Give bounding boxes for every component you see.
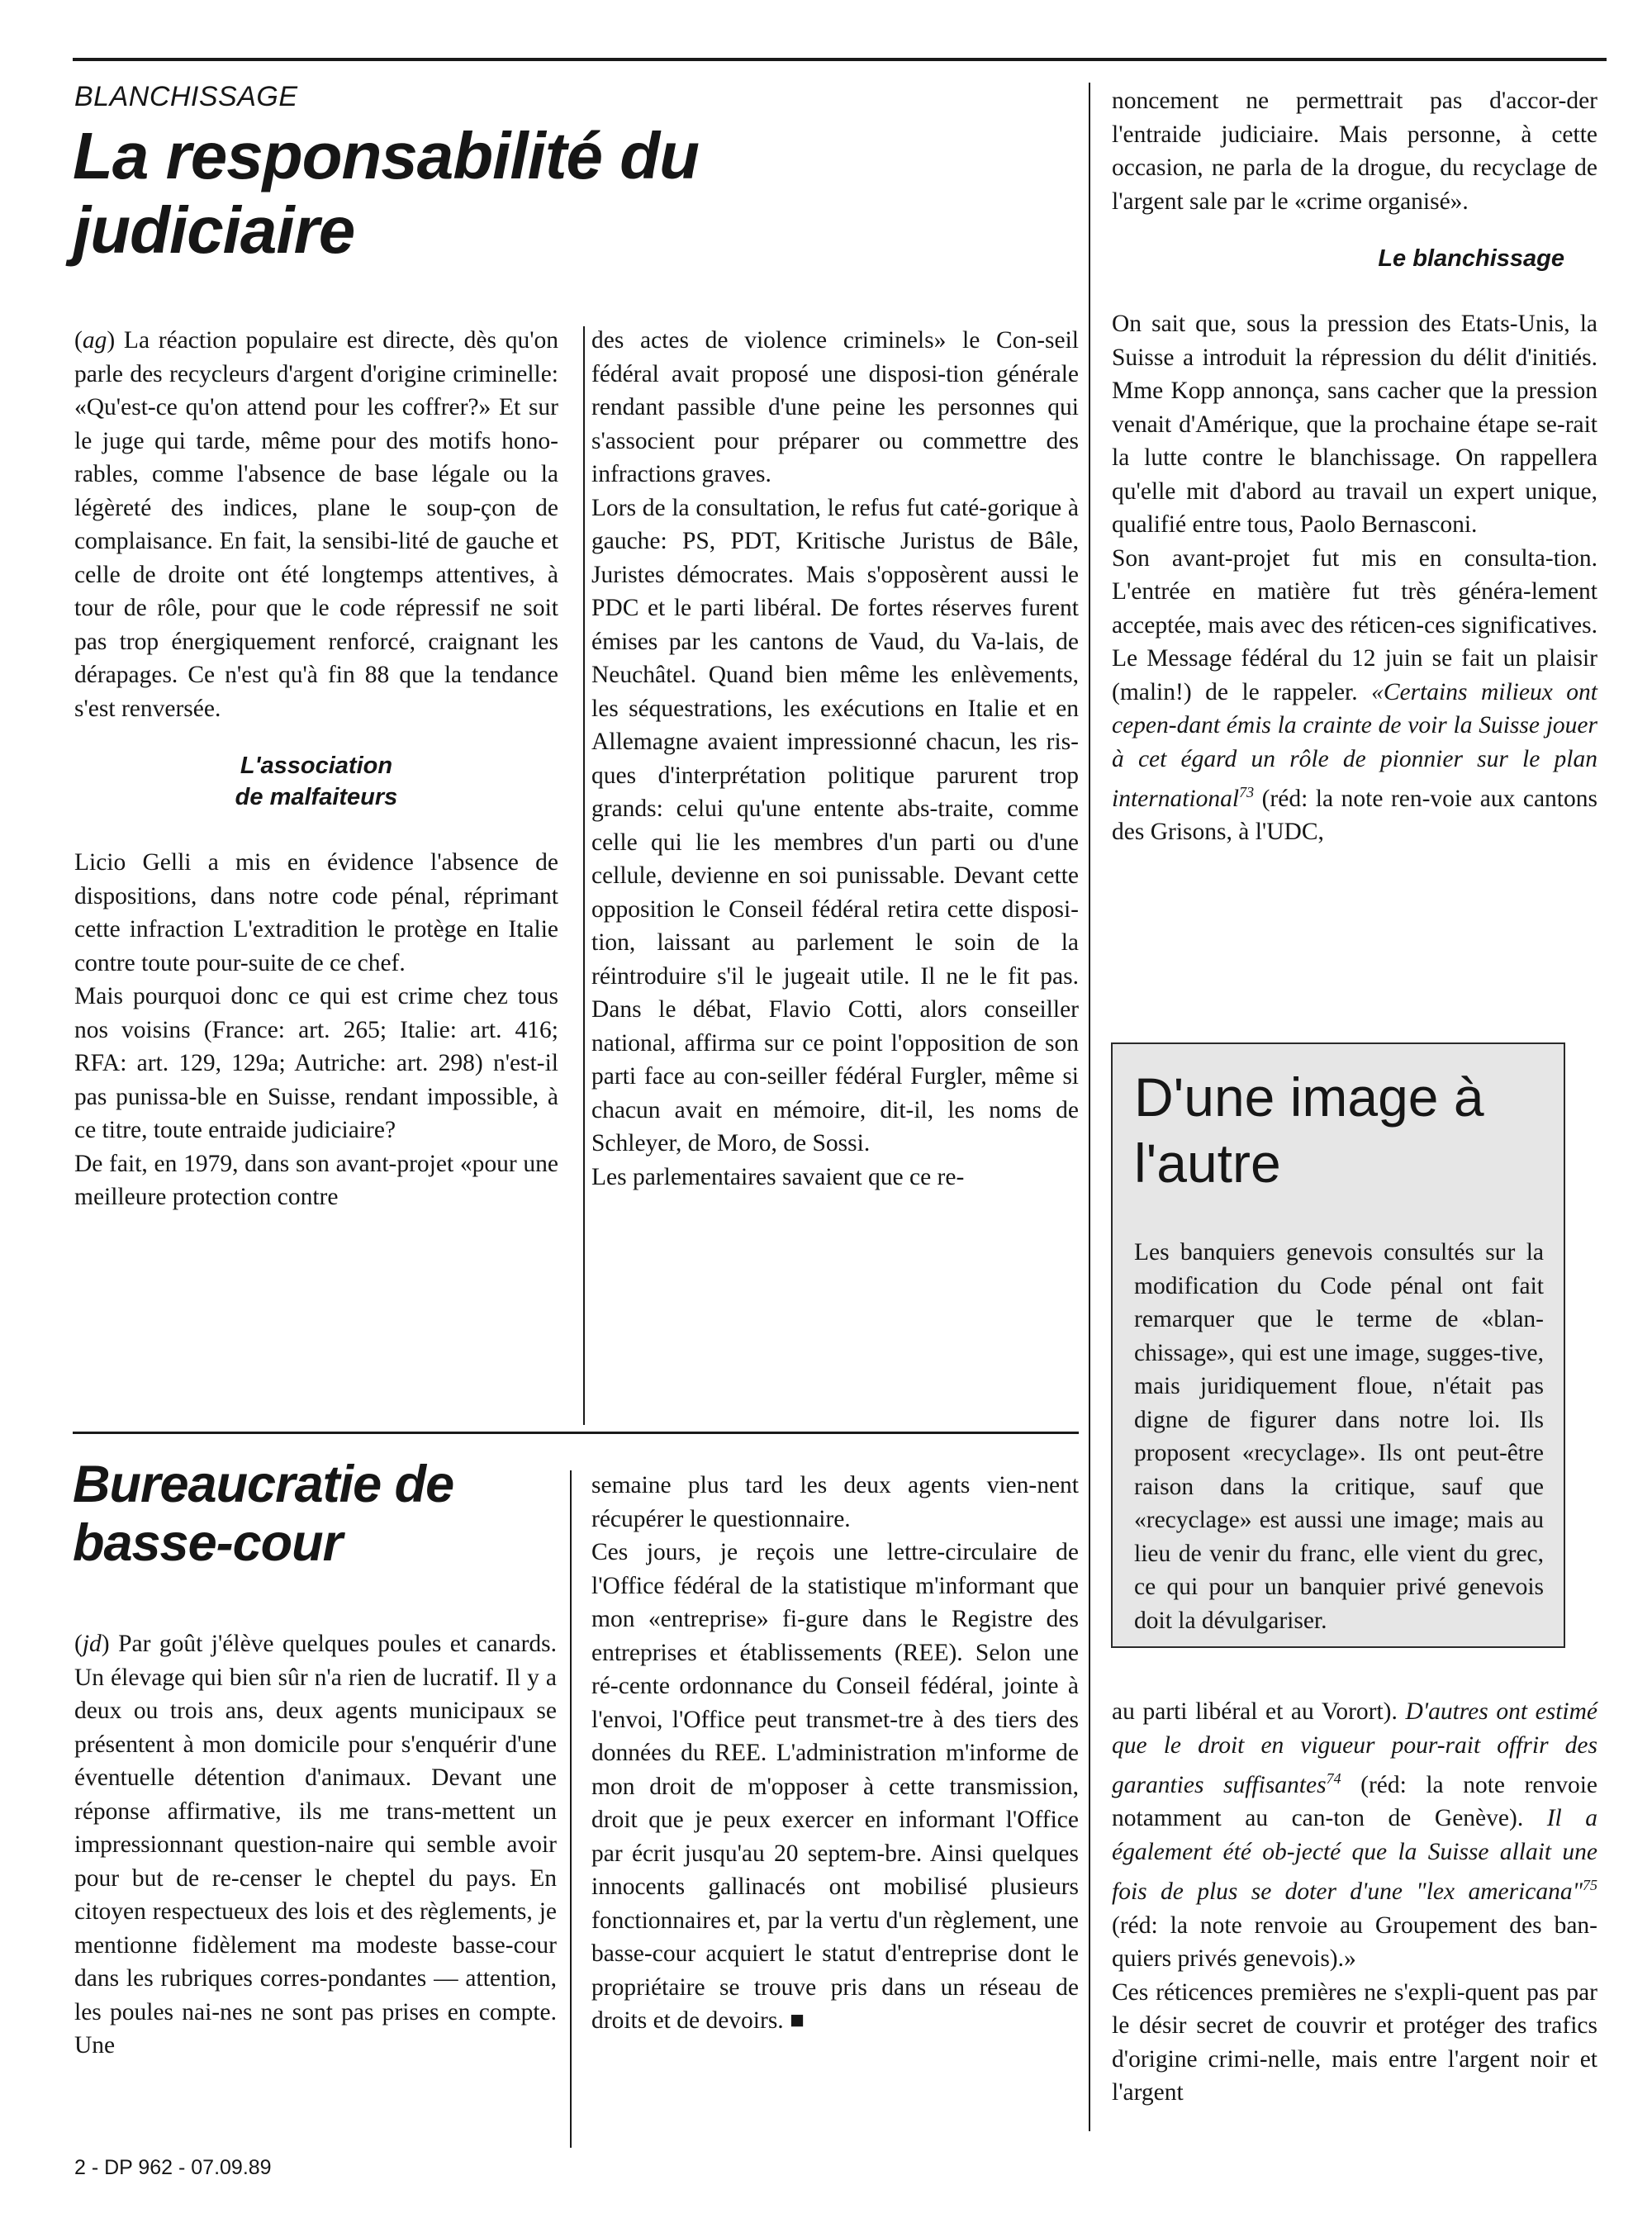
paragraph-text: Son avant-projet fut mis en consulta-tion. L'entrée en matière fut très généra-lement acceptée, mais avec des réticen-ces significatives. Le Message fédéral du 12 juin se fait un plaisir (malin!) de le rappeler. xyxy=(1112,544,1597,705)
page-footer: 2 - DP 962 - 07.09.89 xyxy=(74,2156,272,2179)
top-rule xyxy=(73,58,1607,61)
paragraph-text: Ces jours, je reçois une lettre-circulaire de l'Office fédéral de la statistique m'informant que mon «entreprise» fi-gure dans le Registre des entreprises et établissements (REE). Selon une ré-cente ordonnance du Conseil fédéral, jointe à l'envoi, l'Office peut transmet-tre à des tiers des données du REE. L'administration m'informe de mon droit de m'opposer à cette transmission, droit que je peux exercer en informant l'Office par écrit jusqu'au 20 septem-bre. Ainsi quelques innocents gallinacés ont mobilisé plusieurs fonctionnaires et, par la vertu d'un règlement, une basse-cour acquiert le statut d'entreprise dont le propriétaire se trouve pris dans un réseau de droits et de devoirs. xyxy=(591,1539,1079,2034)
paragraph: Lors de la consultation, le refus fut caté-gorique à gauche: PS, PDT, Kritische Juristus de Bâle, Juristes démocrates. Mais s'opposèrent aussi le PDC et le parti libéral. De fortes réserves furent émises par les cantons de Vaud, du Va-lais, de Neuchâtel. Quand bien même les enlèvements, les séquestrations, les exécutions en Italie et en Allemagne avaient impressionné chacun, les ris-ques d'interprétation politique parurent trop grands: celui qu'une entente abs-traite, comme celle qui lie les membres d'un parti ou d'une cellule, devienne en soi punissable. Devant cette opposition le Conseil fédéral retira cette disposi-tion, laissant au parlement le soin de la réintroduire s'il le jugeait utile. Il ne le fit pas. Dans le débat, Flavio Cotti, alors conseiller national, affirma sur ce point l'opposition de son parti face au con-seiller fédéral Furgler, même si chacun avait en mémoire, dit-il, les noms de Schleyer, de Moro, de Sossi. xyxy=(591,494,1079,1156)
article1-column2 xyxy=(591,324,1079,1194)
paragraph: Licio Gelli a mis en évidence l'absence de dispositions, dans notre code pénal, réprimant cette infraction L'extradition le protège en Italie contre toute pour-suite de ce chef. xyxy=(74,849,558,976)
sidebar-title-line2: l'autre xyxy=(1134,1133,1281,1194)
paragraph-text: (réd: la note renvoie au Groupement des ban-quiers privés genevois).» xyxy=(1112,1911,1597,1973)
end-mark: ■ xyxy=(790,2007,805,2034)
quote: «Certains milieux ont cepen-dant émis la crainte de voir la Suisse jouer à cet égard un rôle de pionnier sur le plan international xyxy=(1112,678,1597,812)
paragraph: noncement ne permettrait pas d'accor-der l'entraide judiciaire. Mais personne, à cette occasion, ne parla de la drogue, du recyclage de l'argent sale par le «crime organisé». xyxy=(1112,88,1597,215)
article1-column3-top xyxy=(1112,84,1597,849)
paragraph xyxy=(591,1536,1079,2038)
paragraph: On sait que, sous la pression des Etats-Unis, la Suisse a introduit la répression du délit d'initiés. Mme Kopp annonça, sans cacher que la pression venait d'Amérique, que la prochaine étape se-rait la lutte contre le blanchissage. On rappellera qu'elle mit d'abord au travail un expert unique, qualifié entre tous, Paolo Bernasconi. xyxy=(1112,311,1597,538)
article-title xyxy=(73,119,699,268)
section-kicker: BLANCHISSAGE xyxy=(74,81,298,112)
footnote-ref: 73 xyxy=(1239,784,1255,800)
column-rule-2 xyxy=(1089,83,1090,2131)
paragraph: des actes de violence criminels» le Con-seil fédéral avait proposé une disposi-tion générale rendant passible d'une peine les personnes qui s'associent pour préparer ou commettre des infractions graves. xyxy=(591,327,1079,487)
paragraph xyxy=(1112,542,1597,849)
paragraph: (ag) La réaction populaire est directe, dès qu'on parle des recycleurs d'argent d'origine criminelle: «Qu'est-ce qu'on attend pour les coffrer?» Et sur le juge qui tarde, même pour des motifs hono-rables, comme l'absence de base légale ou la légèreté des indices, plane le soup-çon de complaisance. En fait, la sensibi-lité de gauche et celle de droite ont été longtemps attentives, à tour de rôle, pour que le code répressif ne soit pas trop énergiquement renforcé, craignant les dérapages. Ce n'est qu'à fin 88 que la tendance s'est renversée. xyxy=(74,327,559,722)
sidebar-box xyxy=(1111,1042,1565,1648)
article2-column2 xyxy=(591,1469,1079,2038)
footnote-ref: 74 xyxy=(1326,1770,1341,1787)
paragraph-text: Par goût j'élève quelques poules et canards. Un élevage qui bien sûr n'a rien de lucratif. Il y a deux ou trois ans, deux agents municipaux se présentent à mon domicile pour s'enquérir d'une éventuelle détention d'animaux. Devant une réponse affirmative, ils me trans-mettent un impressionnant question-naire qui semble avoir pour but de re-censer le cheptel du pays. En citoyen respectueux des lois et des règlements, je mentionne fidèlement ma modeste basse-cour dans les rubriques corres-pondantes — attention, les poules nai-nes ne sont pas prises en compte. Une xyxy=(74,1631,558,2059)
sidebar-text: Les banquiers genevois consultés sur la modification du Code pénal ont fait remarquer que le terme de «blan-chissage», qui est une image, sugges-tive, mais juridiquement floue, n'était pas digne de figurer dans notre loi. Ils proposent «recyclage». Ils ont peut-être raison dans la critique, sauf que «recyclage» est aussi une image; mais au lieu de venir du franc, elle vient du grec, ce qui pour un banquier privé genevois doit la dévulgariser. xyxy=(1134,1239,1544,1634)
paragraph-text: au parti libéral et au Vorort). xyxy=(1112,1698,1406,1725)
article2-title-line2: basse-cour xyxy=(73,1514,343,1573)
author-initials: jd xyxy=(82,1631,102,1657)
paragraph: semaine plus tard les deux agents vien-nent récupérer le questionnaire. xyxy=(591,1472,1079,1532)
paragraph xyxy=(1112,1695,1597,1976)
column-rule-3 xyxy=(570,1470,572,2148)
paragraph: Les parlementaires savaient que ce re- xyxy=(591,1163,965,1190)
subheading-line1: L'association xyxy=(240,753,393,779)
subheading-blanchissage: Le blanchissage xyxy=(1378,245,1564,272)
article1-column3-bottom xyxy=(1112,1695,1597,2110)
subheading-association xyxy=(74,750,558,813)
paragraph: Mais pourquoi donc ce qui est crime chez tous nos voisins (France: art. 265; Italie: art. 416; RFA: art. 129, 129a; Autriche: art. 298) n'est-il pas punissa-ble en Suisse, rendant impossible, à ce titre, toute entraide judiciaire? xyxy=(74,983,558,1143)
article1-column1 xyxy=(74,324,558,1214)
column-rule-1 xyxy=(583,326,585,1425)
paragraph: De fait, en 1979, dans son avant-projet «pour une meilleure protection contre xyxy=(74,1150,558,1210)
subheading-line2: de malfaiteurs xyxy=(235,784,398,810)
article2-title-line1: Bureaucratie de xyxy=(73,1456,454,1513)
paragraph-text: (réd: la note renvoie notamment au can-ton de Genève). xyxy=(1112,1771,1598,1832)
sidebar-title-line1: D'une image à xyxy=(1134,1066,1484,1128)
article-title-line2: judiciaire xyxy=(73,193,355,268)
paragraph: Ces réticences premières ne s'expli-quent pas par le désir secret de couvrir et protéger des trafics d'origine crimi-nelle, mais entre l'argent noir et l'argent xyxy=(1112,1978,1597,2106)
sidebar-title xyxy=(1134,1064,1484,1196)
paragraph-text: La réaction populaire est directe, dès qu'on parle des recycleurs d'argent d'origine criminelle: «Qu'est-ce qu'on attend pour les coffrer?» Et sur le juge qui tarde, même pour des motifs hono-rables, comme l'absence de base légale ou la légèreté des indices, plane le soup-çon de complaisance. En fait, la sensibi-lité de gauche et celle de droite ont été longtemps attentives, à tour de rôle, pour que le code répressif ne soit pas trop énergiquement renforcé, craignant les dérapages. Ce n'est qu'à fin 88 que la tendance s'est renversée. xyxy=(74,327,559,722)
article2-column1 xyxy=(74,1627,557,2063)
footnote-ref: 75 xyxy=(1583,1877,1597,1894)
article-title-line1: La responsabilité du xyxy=(73,119,699,192)
paragraph: (jd) Par goût j'élève quelques poules et canards. Un élevage qui bien sûr n'a rien de lucratif. Il y a deux ou trois ans, deux agents municipaux se présentent à mon domicile pour s'enquérir d'une éventuelle détention d'animaux. Devant une réponse affirmative, ils me trans-mettent un impressionnant question-naire qui semble avoir pour but de re-censer le cheptel du pays. En citoyen respectueux des lois et des règlements, je mentionne fidèlement ma modeste basse-cour dans les rubriques corres-pondantes — attention, les poules nai-nes ne sont pas prises en compte. Une xyxy=(74,1631,558,2059)
article-separator-rule xyxy=(73,1432,1079,1434)
article2-title xyxy=(73,1456,453,1573)
quote: Il a également été ob-jecté que la Suisse allait une fois de plus se doter d'une "lex americana" xyxy=(1112,1805,1597,1906)
quote: D'autres ont estimé que le droit en vigueur pour-rait offrir des garanties suffisantes xyxy=(1112,1698,1598,1798)
author-initials: ag xyxy=(82,327,107,354)
paragraph-text: (réd: la note ren-voie aux cantons des Grisons, à l'UDC, xyxy=(1112,785,1597,846)
